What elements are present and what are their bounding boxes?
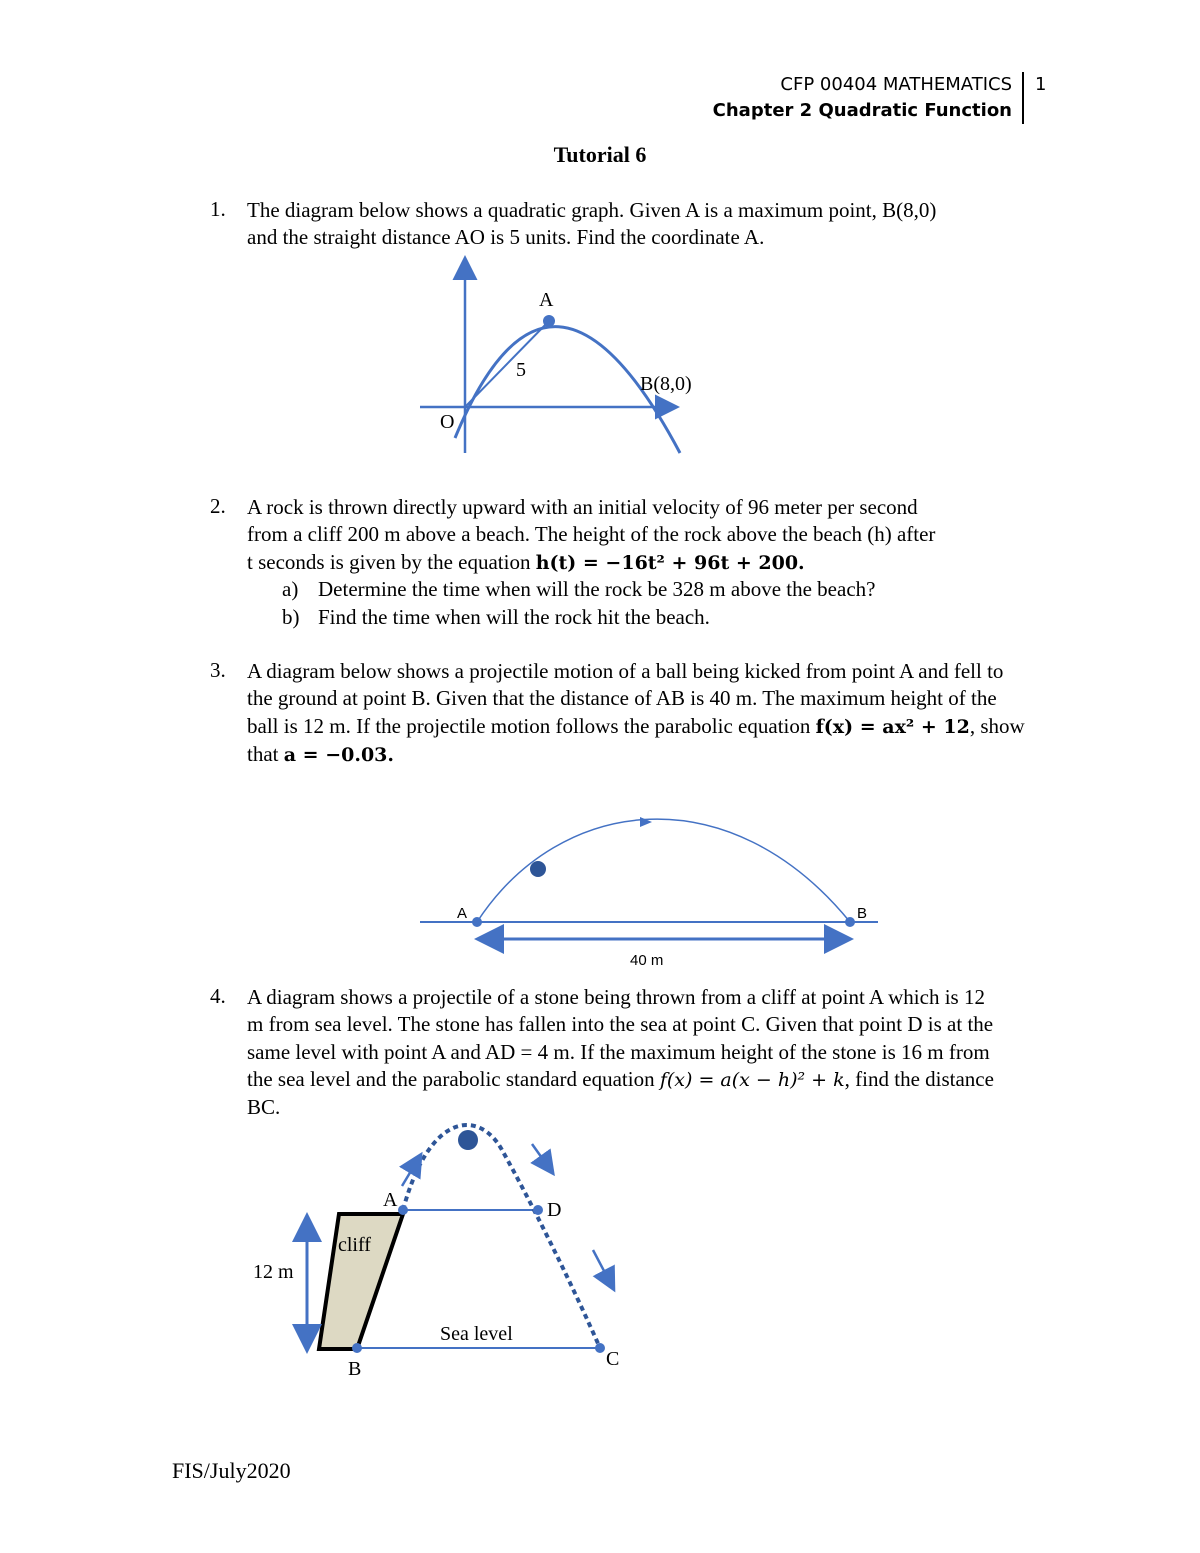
q4-label-c: C <box>606 1348 620 1370</box>
q4-line5: BC. <box>247 1095 281 1120</box>
q3-line3 <box>247 713 1107 741</box>
footer: FIS/July2020 <box>172 1458 291 1483</box>
q3-ball <box>530 861 546 877</box>
q2-a-text: Determine the time when will the rock be 328 m above the beach? <box>318 577 876 601</box>
q3-line3-prefix: ball is 12 m. If the projectile motion follows the parabolic equation <box>247 713 816 738</box>
q2-a-label: a) <box>282 577 299 601</box>
q3-number: 3. <box>210 658 226 682</box>
q2-b-label: b) <box>282 605 300 629</box>
q3-label-b: B <box>857 905 868 922</box>
q3-point-a <box>472 917 482 927</box>
q3-line3-suffix: , show <box>969 713 1025 738</box>
q1-text <box>247 197 1107 252</box>
q1-label-5: 5 <box>516 359 526 381</box>
q4-label-sea-level: Sea level <box>440 1323 513 1345</box>
q2-line3-prefix: t seconds is given by the equation <box>247 549 536 574</box>
q4-line1: A diagram shows a projectile of a stone being thrown from a cliff at point A which is 12 <box>247 985 985 1009</box>
q4-figure <box>240 1120 660 1390</box>
q4-label-d: D <box>547 1199 562 1221</box>
q4-stone <box>458 1130 478 1150</box>
q1-point-a <box>543 315 555 327</box>
q4-label-cliff: cliff <box>338 1234 371 1256</box>
q4-label-a: A <box>383 1189 398 1211</box>
q2-text <box>247 494 1107 577</box>
q4-equation: f(x) = a(x − h)² + k <box>659 1068 845 1091</box>
q1-ao-line <box>465 321 549 407</box>
q4-number: 4. <box>210 984 226 1008</box>
q2-line1: A rock is thrown directly upward with an initial velocity of 96 meter per second <box>247 495 918 519</box>
q3-point-b <box>845 917 855 927</box>
q3-line4 <box>247 741 1107 769</box>
q4-line2: m from sea level. The stone has fallen into the sea at point C. Given that point D is at the <box>247 1012 994 1037</box>
q3-figure <box>420 805 890 975</box>
q3-line4-prefix: that <box>247 741 284 766</box>
q2-equation: h(t) = −16t² + 96t + 200. <box>535 551 805 574</box>
q4-trajectory <box>403 1125 600 1348</box>
q4-line4-prefix: the sea level and the parabolic standard equation <box>247 1066 660 1091</box>
header-chapter: Chapter 2 Quadratic Function <box>712 100 1012 121</box>
q1-label-o: O <box>440 411 455 433</box>
q1-line1: The diagram below shows a quadratic graph. Given A is a maximum point, B(8,0) <box>247 198 937 222</box>
page-title: Tutorial 6 <box>553 142 647 167</box>
q3-answer: a = −0.03. <box>283 743 395 766</box>
q2-number: 2. <box>210 494 226 518</box>
q1-figure <box>400 248 700 458</box>
header-divider <box>1022 72 1024 124</box>
q3-line2: the ground at point B. Given that the distance of AB is 40 m. The maximum height of the <box>247 686 997 711</box>
q3-text <box>247 658 1107 769</box>
q4-arrow-down2 <box>593 1250 613 1288</box>
q3-equation: f(x) = ax² + 12 <box>815 715 970 738</box>
q1-label-b: B(8,0) <box>640 373 692 395</box>
q1-number: 1. <box>210 197 226 221</box>
q3-distance-label: 40 m <box>630 952 664 969</box>
q4-label-b: B <box>348 1358 362 1380</box>
q4-line4 <box>247 1066 1107 1094</box>
q2-b-text: Find the time when will the rock hit the beach. <box>318 605 710 629</box>
q1-label-a: A <box>539 289 554 311</box>
q4-point-c <box>595 1343 605 1353</box>
header-course: CFP 00404 MATHEMATICS <box>780 74 1012 95</box>
q4-line4-suffix: , find the distance <box>844 1066 994 1091</box>
q4-line3: same level with point A and AD = 4 m. If the maximum height of the stone is 16 m from <box>247 1039 990 1064</box>
q4-point-a <box>398 1205 408 1215</box>
q3-line1: A diagram below shows a projectile motion of a ball being kicked from point A and fell to <box>247 659 1004 683</box>
q4-label-height: 12 m <box>253 1261 294 1283</box>
q4-text <box>247 984 1107 1121</box>
q4-point-b <box>352 1343 362 1353</box>
q4-point-d <box>533 1205 543 1215</box>
q3-label-a: A <box>457 905 468 922</box>
q1-line2: and the straight distance AO is 5 units. Find the coordinate A. <box>247 225 765 250</box>
q4-arrow-down1 <box>532 1144 552 1172</box>
q2-line2: from a cliff 200 m above a beach. The height of the rock above the beach (h) after <box>247 522 936 547</box>
header-page-number: 1 <box>1035 74 1047 95</box>
q2-line3 <box>247 549 1107 577</box>
